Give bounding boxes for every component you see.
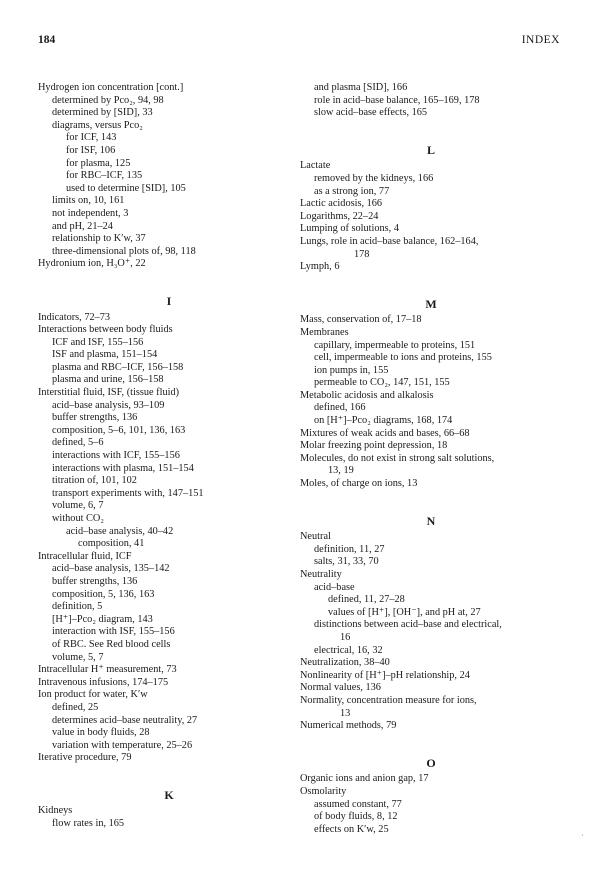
index-entry: Kidneys — [38, 805, 73, 817]
index-entry: Nonlinearity of [H⁺]–pH relationship, 24 — [300, 669, 470, 681]
index-subentry: volume, 5, 7 — [52, 651, 104, 663]
section-letter: I — [166, 293, 172, 308]
index-subentry: salts, 31, 33, 70 — [314, 556, 379, 568]
index-entry: Indicators, 72–73 — [38, 311, 111, 323]
index-entry: Neutrality — [300, 569, 342, 580]
index-subentry: as a strong ion, 77 — [314, 185, 390, 197]
index-subentry: ISF and plasma, 151–154 — [52, 349, 158, 361]
index-subentry: cell, impermeable to ions and proteins, 155 — [314, 352, 492, 364]
index-subentry: acid–base analysis, 40–42 — [66, 525, 174, 537]
index-subentry: determined by Pco₂, 94, 98 — [52, 94, 164, 106]
index-entry: Hydrogen ion concentration [cont.] — [38, 82, 184, 93]
index-subentry: defined, 25 — [52, 701, 99, 713]
index-subentry: 178 — [354, 248, 370, 260]
index-subentry: composition, 41 — [78, 538, 145, 550]
index-subentry: interactions with plasma, 151–154 — [52, 462, 194, 474]
index-subentry: buffer strengths, 136 — [52, 575, 138, 587]
section-gap — [300, 120, 562, 138]
index-subentry: volume, 6, 7 — [52, 500, 104, 512]
index-entry: Lactic acidosis, 166 — [300, 198, 383, 210]
running-head: INDEX — [521, 34, 560, 46]
index-subentry: transport experiments with, 147–151 — [52, 487, 204, 499]
index-subentry: used to determine [SID], 105 — [66, 182, 186, 194]
index-subentry: for RBC–ICF, 135 — [66, 170, 143, 182]
index-entry: Membranes — [300, 326, 349, 338]
index-subentry: diagrams, versus Pco₂ — [52, 119, 143, 131]
index-subentry: distinctions between acid–base and electrical, — [314, 619, 502, 631]
index-subentry: of body fluids, 8, 12 — [314, 811, 398, 823]
index-entry: Normality, concentration measure for ions, — [300, 694, 477, 706]
index-subentry: interactions with ICF, 155–156 — [52, 450, 180, 462]
index-entry: Lungs, role in acid–base balance, 162–164, — [300, 235, 479, 247]
index-subentry: value in body fluids, 28 — [52, 727, 150, 739]
index-subentry: for plasma, 125 — [66, 157, 131, 169]
index-subentry: effects on K′w, 25 — [314, 823, 389, 835]
section-gap — [38, 765, 300, 783]
section-letter: N — [426, 513, 436, 528]
index-subentry: variation with temperature, 25–26 — [52, 739, 193, 751]
index-subentry: defined, 5–6 — [52, 437, 104, 449]
index-entry: Iterative procedure, 79 — [38, 752, 132, 764]
index-entry: Molar freezing point depression, 18 — [300, 440, 448, 452]
index-subentry: definition, 11, 27 — [314, 543, 385, 555]
index-subentry: [H⁺]–Pco₂ diagram, 143 — [52, 613, 153, 625]
index-subentry: and pH, 21–24 — [52, 220, 113, 232]
index-entry: Ion product for water, K′w — [38, 689, 148, 701]
index-subentry: ion pumps in, 155 — [314, 364, 389, 376]
index-entry: Mass, conservation of, 17–18 — [300, 314, 422, 326]
index-entry: Interstitial fluid, ISF, (tissue fluid) — [38, 387, 180, 399]
index-entry: Intravenous infusions, 174–175 — [38, 676, 169, 688]
index-subentry: values of [H⁺], [OH⁻], and pH at, 27 — [328, 606, 481, 618]
index-column-right — [300, 82, 562, 836]
section-gap — [300, 491, 562, 509]
section-gap — [300, 733, 562, 751]
index-entry: Intracellular H⁺ measurement, 73 — [38, 664, 177, 676]
index-subentry: definition, 5 — [52, 601, 103, 613]
index-subentry: on [H⁺]–Pco₂ diagrams, 168, 174 — [314, 415, 453, 427]
index-entry: Interactions between body fluids — [38, 324, 173, 336]
index-subentry: role in acid–base balance, 165–169, 178 — [314, 94, 480, 106]
index-subentry: permeable to CO₂, 147, 151, 155 — [314, 377, 450, 389]
index-subentry: electrical, 16, 32 — [314, 644, 383, 656]
section-letter: M — [425, 296, 437, 311]
index-subentry: ICF and ISF, 155–156 — [52, 336, 144, 348]
index-subentry: capillary, impermeable to proteins, 151 — [314, 339, 476, 351]
index-entry: Intracellular fluid, ICF — [38, 550, 132, 562]
index-subentry: titration of, 101, 102 — [52, 475, 137, 487]
index-subentry: composition, 5, 136, 163 — [52, 588, 155, 600]
index-entry: Logarithms, 22–24 — [300, 210, 379, 222]
index-subentry: buffer strengths, 136 — [52, 412, 138, 424]
index-subentry: for ICF, 143 — [66, 132, 117, 144]
index-subentry: acid–base analysis, 135–142 — [52, 563, 170, 575]
index-subentry: for ISF, 106 — [66, 144, 116, 156]
index-entry: Moles, of charge on ions, 13 — [300, 478, 418, 490]
index-entry: Neutral — [300, 531, 331, 543]
index-entry: Numerical methods, 79 — [300, 720, 397, 732]
index-entry: Lumping of solutions, 4 — [300, 223, 399, 235]
index-entry: Organic ions and anion gap, 17 — [300, 773, 429, 785]
margin-mark: · — [581, 830, 584, 840]
index-entry: Osmolarity — [300, 785, 347, 797]
page-number: 184 — [38, 34, 56, 46]
index-entry: Molecules, do not exist in strong salt solutions, — [300, 452, 495, 464]
index-subentry: defined, 11, 27–28 — [328, 594, 405, 606]
section-letter: L — [426, 142, 435, 157]
index-subentry: flow rates in, 165 — [52, 818, 125, 830]
index-subentry: plasma and urine, 156–158 — [52, 374, 164, 386]
index-subentry: of RBC. See Red blood cells — [52, 638, 171, 650]
index-subentry: composition, 5–6, 101, 136, 163 — [52, 424, 186, 436]
section-letter: K — [164, 787, 174, 802]
index-entry: Lymph, 6 — [300, 261, 340, 273]
index-subentry: determines acid–base neutrality, 27 — [52, 714, 198, 726]
index-subentry: slow acid–base effects, 165 — [314, 107, 428, 119]
index-entry: Metabolic acidosis and alkalosis — [300, 389, 434, 401]
index-subentry: relationship to K′w, 37 — [52, 233, 146, 245]
index-subentry: not independent, 3 — [52, 207, 129, 219]
index-entry: Normal values, 136 — [300, 682, 381, 694]
index-subentry: three-dimensional plots of, 98, 118 — [52, 245, 196, 257]
index-column-left — [38, 82, 300, 831]
index-subentry: 16 — [340, 631, 351, 643]
index-subentry: 13, 19 — [328, 465, 354, 477]
index-entry: Mixtures of weak acids and bases, 66–68 — [300, 427, 470, 439]
section-gap — [38, 271, 300, 289]
index-subentry: limits on, 10, 161 — [52, 195, 125, 207]
section-gap — [300, 274, 562, 292]
index-entry: Lactate — [300, 160, 331, 172]
index-subentry: defined, 166 — [314, 402, 366, 414]
index-subentry: interaction with ISF, 155–156 — [52, 626, 175, 638]
index-subentry: determined by [SID], 33 — [52, 107, 153, 119]
index-subentry: acid–base analysis, 93–109 — [52, 399, 165, 411]
section-letter: O — [426, 755, 436, 770]
index-subentry: 13 — [340, 707, 351, 719]
index-subentry: and plasma [SID], 166 — [314, 82, 408, 93]
index-subentry: plasma and RBC–ICF, 156–158 — [52, 361, 184, 373]
index-entry: Neutralization, 38–40 — [300, 657, 390, 669]
index-subentry: assumed constant, 77 — [314, 798, 402, 810]
index-entry: Hydronium ion, H₃O⁺, 22 — [38, 258, 146, 270]
index-subentry: without CO₂ — [52, 513, 104, 524]
index-subentry: acid–base — [314, 581, 355, 593]
index-subentry: removed by the kidneys, 166 — [314, 172, 434, 184]
